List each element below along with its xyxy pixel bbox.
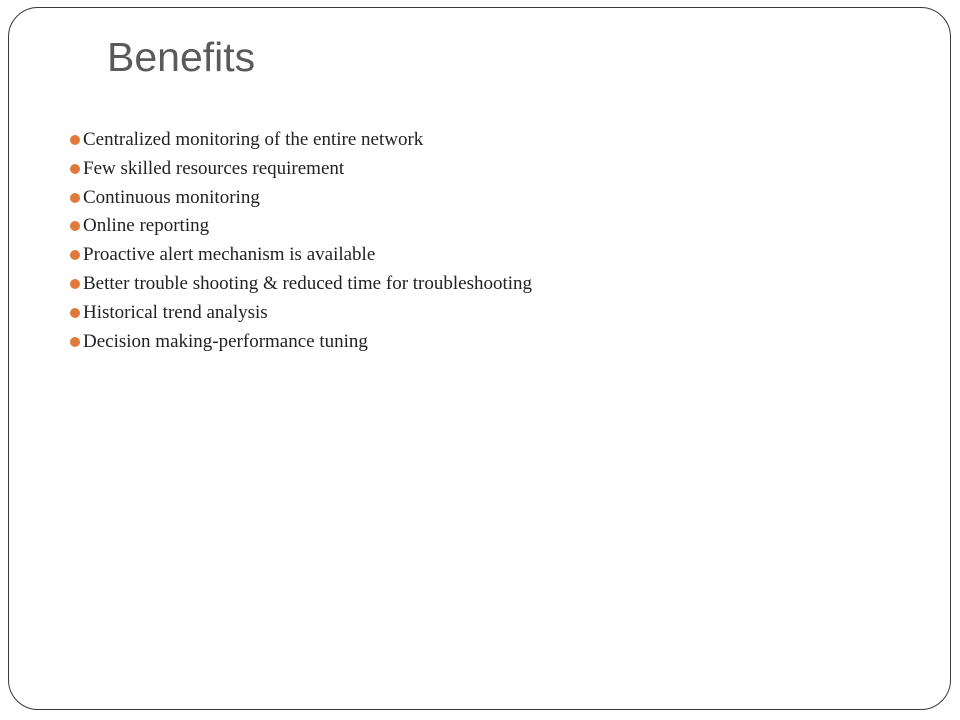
bullet-text: Online reporting: [83, 215, 210, 237]
bullet-text: Historical trend analysis: [83, 301, 268, 323]
bullet-text: Continuous monitoring: [83, 186, 260, 208]
bullet-dot-icon: [70, 135, 80, 145]
bullet-list: [70, 126, 532, 356]
bullet-dot-icon: [70, 250, 80, 260]
bullet-item: [70, 155, 532, 184]
bullet-dot-icon: [70, 279, 80, 289]
bullet-text: Centralized monitoring of the entire network: [83, 129, 424, 150]
bullet-item: [70, 126, 532, 155]
bullet-text: Proactive alert mechanism is available: [83, 244, 376, 266]
bullet-item: [70, 299, 532, 328]
bullet-text: Few skilled resources requirement: [83, 157, 345, 179]
bullet-item: [70, 270, 532, 299]
bullet-item: [70, 184, 532, 213]
bullet-item: [70, 328, 532, 357]
bullet-text: Better trouble shooting & reduced time for troubleshooting: [83, 272, 533, 294]
bullet-text: Decision making-performance tuning: [83, 330, 368, 352]
slide-frame: [8, 7, 951, 710]
bullet-item: [70, 212, 532, 241]
slide-title: Benefits: [107, 34, 256, 80]
bullet-dot-icon: [70, 164, 80, 174]
bullet-dot-icon: [70, 193, 80, 203]
bullet-item: [70, 241, 532, 270]
bullet-dot-icon: [70, 337, 80, 347]
bullet-dot-icon: [70, 308, 80, 318]
bullet-dot-icon: [70, 221, 80, 231]
